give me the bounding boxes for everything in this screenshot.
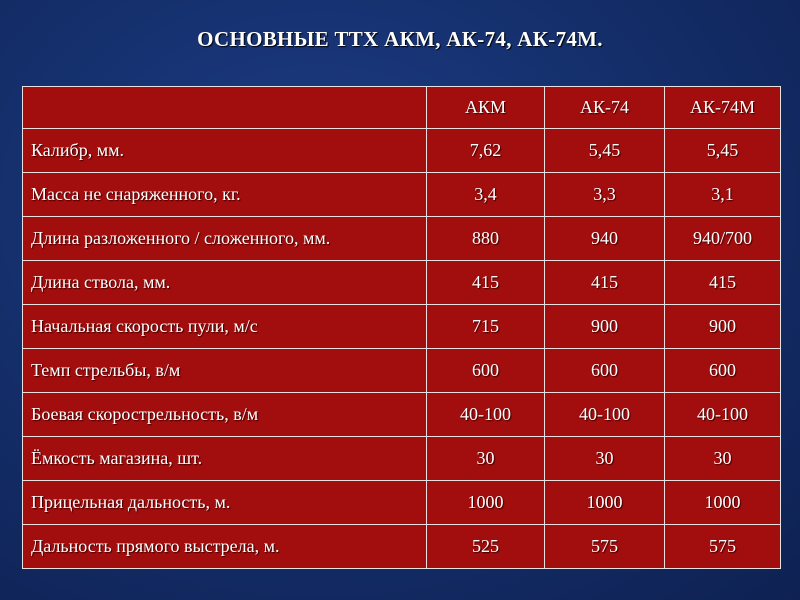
table-row — [23, 437, 781, 481]
table-row — [23, 173, 781, 217]
row-label: Начальная скорость пули, м/с — [23, 305, 427, 349]
row-label: Масса не снаряженного, кг. — [23, 173, 427, 217]
row-label: Темп стрельбы, в/м — [23, 349, 427, 393]
row-label: Боевая скорострельность, в/м — [23, 393, 427, 437]
cell-value: 600 — [665, 349, 781, 393]
cell-value: 575 — [545, 525, 665, 569]
cell-value: 600 — [427, 349, 545, 393]
cell-value: 940 — [545, 217, 665, 261]
cell-value: 40-100 — [427, 393, 545, 437]
row-label: Прицельная дальность, м. — [23, 481, 427, 525]
column-header-ak74m: АК-74М — [665, 87, 781, 129]
cell-value: 525 — [427, 525, 545, 569]
cell-value: 30 — [545, 437, 665, 481]
table-row — [23, 525, 781, 569]
row-label: Длина разложенного / сложенного, мм. — [23, 217, 427, 261]
cell-value: 3,4 — [427, 173, 545, 217]
cell-value: 30 — [427, 437, 545, 481]
cell-value: 575 — [665, 525, 781, 569]
cell-value: 30 — [665, 437, 781, 481]
cell-value: 600 — [545, 349, 665, 393]
table-row — [23, 217, 781, 261]
slide-title: ОСНОВНЫЕ ТТХ АКМ, АК-74, АК-74М. — [197, 27, 603, 51]
specs-table — [22, 86, 781, 569]
cell-value: 940/700 — [665, 217, 781, 261]
row-label: Длина ствола, мм. — [23, 261, 427, 305]
table-row — [23, 305, 781, 349]
cell-value: 900 — [545, 305, 665, 349]
cell-value: 900 — [665, 305, 781, 349]
column-header-ak74: АК-74 — [545, 87, 665, 129]
table-row — [23, 349, 781, 393]
cell-value: 3,1 — [665, 173, 781, 217]
cell-value: 1000 — [665, 481, 781, 525]
cell-value: 415 — [545, 261, 665, 305]
cell-value: 1000 — [545, 481, 665, 525]
table-row — [23, 261, 781, 305]
row-label: Дальность прямого выстрела, м. — [23, 525, 427, 569]
cell-value: 40-100 — [545, 393, 665, 437]
cell-value: 5,45 — [665, 129, 781, 173]
cell-value: 7,62 — [427, 129, 545, 173]
row-label: Калибр, мм. — [23, 129, 427, 173]
cell-value: 715 — [427, 305, 545, 349]
row-label: Ёмкость магазина, шт. — [23, 437, 427, 481]
table-row — [23, 481, 781, 525]
corner-cell — [23, 87, 427, 129]
table-header-row — [23, 87, 781, 129]
cell-value: 40-100 — [665, 393, 781, 437]
cell-value: 3,3 — [545, 173, 665, 217]
cell-value: 5,45 — [545, 129, 665, 173]
table-row — [23, 393, 781, 437]
cell-value: 415 — [427, 261, 545, 305]
table-row — [23, 129, 781, 173]
cell-value: 880 — [427, 217, 545, 261]
cell-value: 415 — [665, 261, 781, 305]
column-header-akm: АКМ — [427, 87, 545, 129]
cell-value: 1000 — [427, 481, 545, 525]
